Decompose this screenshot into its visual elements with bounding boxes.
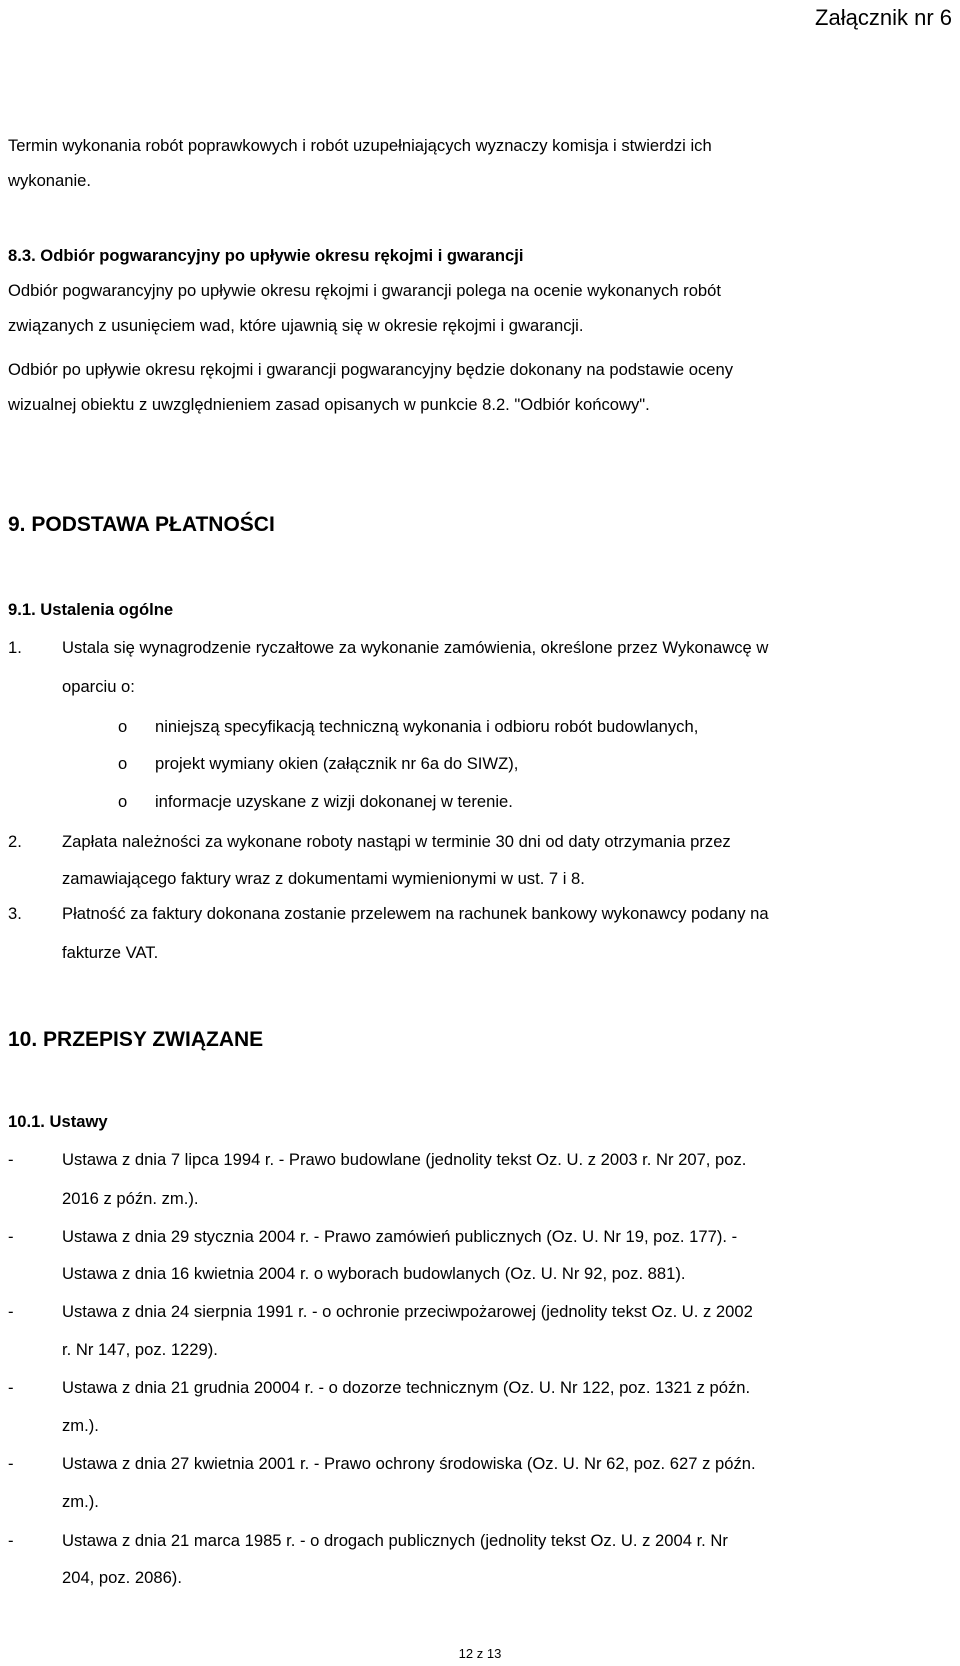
attachment-label: Załącznik nr 6 — [815, 5, 952, 30]
item-1-line-2: oparciu o: — [62, 677, 135, 696]
s83-p2-line-1: Odbiór po upływie okresu rękojmi i gwarancji pogwarancyjny będzie dokonany na podstawie oceny — [8, 360, 733, 379]
item-1-number: 1. — [8, 638, 22, 657]
law-dash: - — [8, 1150, 14, 1169]
term-line-1: Termin wykonania robót poprawkowych i robót uzupełniających wyznaczy komisja i stwierdzi ich — [8, 136, 712, 155]
law-5-line-1: Ustawa z dnia 27 kwietnia 2001 r. - Prawo ochrony środowiska (Oz. U. Nr 62, poz. 627 z późn. — [62, 1454, 756, 1473]
term-line-2: wykonanie. — [8, 171, 92, 190]
item-3-line-2: fakturze VAT. — [62, 943, 159, 962]
law-6-line-2: 204, poz. 2086). — [62, 1568, 182, 1587]
section-9-1-heading: 9.1. Ustalenia ogólne — [8, 600, 174, 619]
section-10-heading: 10. PRZEPISY ZWIĄZANE — [8, 1028, 264, 1051]
page-number: 12 z 13 — [458, 1646, 502, 1661]
section-10-1-heading: 10.1. Ustawy — [8, 1112, 108, 1131]
law-4-line-1: Ustawa z dnia 21 grudnia 20004 r. - o dozorze technicznym (Oz. U. Nr 122, poz. 1321 z późn. — [62, 1378, 751, 1397]
item-3-line-1: Płatność za faktury dokonana zostanie przelewem na rachunek bankowy wykonawcy podany na — [62, 904, 769, 923]
law-1-line-2: 2016 z późn. zm.). — [62, 1189, 199, 1208]
section-9-heading: 9. PODSTAWA PŁATNOŚCI — [8, 513, 275, 536]
item-2-line-2: zamawiającego faktury wraz z dokumentami wymienionymi w ust. 7 i 8. — [62, 869, 585, 888]
law-dash: - — [8, 1531, 14, 1550]
item-2-number: 2. — [8, 832, 22, 851]
bullet-marker: o — [118, 754, 128, 773]
law-6-line-1: Ustawa z dnia 21 marca 1985 r. - o drogach publicznych (jednolity tekst Oz. U. z 2004 r. Nr — [62, 1531, 728, 1550]
law-3-line-1: Ustawa z dnia 24 sierpnia 1991 r. - o ochronie przeciwpożarowej (jednolity tekst Oz. U. z 2002 — [62, 1302, 753, 1321]
section-8-3-heading: 8.3. Odbiór pogwarancyjny po upływie okresu rękojmi i gwarancji — [8, 246, 524, 265]
item-2-line-1: Zapłata należności za wykonane roboty nastąpi w terminie 30 dni od daty otrzymania przez — [62, 832, 731, 851]
item-3-number: 3. — [8, 904, 22, 923]
law-dash: - — [8, 1454, 14, 1473]
law-5-line-2: zm.). — [62, 1492, 99, 1511]
law-1-line-1: Ustawa z dnia 7 lipca 1994 r. - Prawo budowlane (jednolity tekst Oz. U. z 2003 r. Nr 207, poz. — [62, 1150, 747, 1169]
bullet-marker: o — [118, 792, 128, 811]
s83-p1-line-1: Odbiór pogwarancyjny po upływie okresu rękojmi i gwarancji polega na ocenie wykonanych robót — [8, 281, 721, 300]
s83-p2-line-2: wizualnej obiektu z uwzględnieniem zasad opisanych w punkcie 8.2. "Odbiór końcowy". — [8, 395, 650, 414]
item-1-line-1: Ustala się wynagrodzenie ryczałtowe za wykonanie zamówienia, określone przez Wykonawcę w — [62, 638, 769, 657]
bullet-marker: o — [118, 717, 128, 736]
bullet-item-2: projekt wymiany okien (załącznik nr 6a do SIWZ), — [155, 754, 519, 773]
law-2-line-2: Ustawa z dnia 16 kwietnia 2004 r. o wyborach budowlanych (Oz. U. Nr 92, poz. 881). — [62, 1264, 686, 1283]
law-dash: - — [8, 1378, 14, 1397]
law-dash: - — [8, 1227, 14, 1246]
law-4-line-2: zm.). — [62, 1416, 99, 1435]
law-3-line-2: r. Nr 147, poz. 1229). — [62, 1340, 218, 1359]
bullet-item-1: niniejszą specyfikacją techniczną wykonania i odbioru robót budowlanych, — [155, 717, 699, 736]
bullet-item-3: informacje uzyskane z wizji dokonanej w terenie. — [155, 792, 513, 811]
law-2-line-1: Ustawa z dnia 29 stycznia 2004 r. - Prawo zamówień publicznych (Oz. U. Nr 19, poz. 177). - — [62, 1227, 738, 1246]
law-dash: - — [8, 1302, 14, 1321]
s83-p1-line-2: związanych z usunięciem wad, które ujawnią się w okresie rękojmi i gwarancji. — [8, 316, 584, 335]
